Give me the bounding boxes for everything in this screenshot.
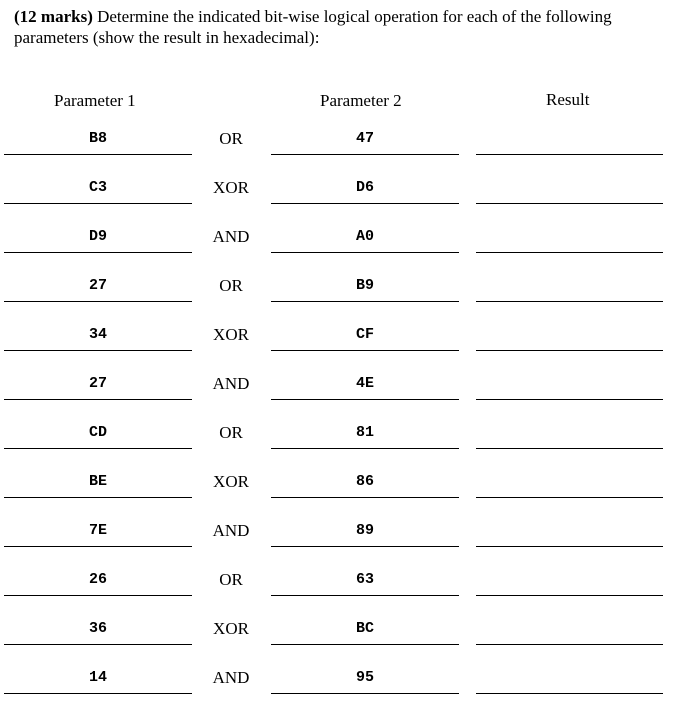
marks-label: (12 marks) [14,7,93,26]
operation-label: XOR [213,472,249,491]
table-row [0,227,700,276]
parameter-1-underline [4,399,192,400]
parameter-1-value: BE [88,473,107,490]
table-row [0,521,700,570]
operation-label: OR [219,423,243,442]
header-result: Result [546,90,590,109]
parameter-2-underline [271,448,459,449]
parameter-1-value: B8 [88,130,107,147]
result-answer-line[interactable] [476,448,663,449]
parameter-1-value: 7E [88,522,107,539]
parameter-2-underline [271,301,459,302]
parameter-2-value: 47 [355,130,374,147]
parameter-2-value: 89 [355,522,374,539]
table-row [0,619,700,668]
table-row [0,276,700,325]
parameter-1-underline [4,546,192,547]
parameter-2-value: 4E [355,375,374,392]
parameter-1-value: 36 [88,620,107,637]
operation-label: AND [212,374,250,393]
parameter-1-value: D9 [88,228,107,245]
parameter-2-value: 63 [355,571,374,588]
parameter-2-underline [271,497,459,498]
table-row [0,472,700,521]
table-row [0,570,700,619]
parameter-1-underline [4,154,192,155]
parameter-1-value: CD [88,424,107,441]
question-text [14,6,686,48]
question-body: Determine the indicated bit-wise logical operation for each of the following parameters (show the result in hexadecimal): [14,7,612,47]
parameter-1-underline [4,203,192,204]
operation-label: OR [219,276,243,295]
parameter-2-underline [271,546,459,547]
parameter-2-underline [271,154,459,155]
header-parameter-1: Parameter 1 [54,91,136,110]
parameter-1-underline [4,448,192,449]
parameter-1-value: 14 [88,669,107,686]
result-answer-line[interactable] [476,693,663,694]
table-row [0,178,700,227]
parameter-1-underline [4,595,192,596]
result-answer-line[interactable] [476,595,663,596]
result-answer-line[interactable] [476,497,663,498]
operation-label: AND [212,668,250,687]
operation-label: OR [219,570,243,589]
result-answer-line[interactable] [476,546,663,547]
parameter-1-underline [4,693,192,694]
parameter-2-value: A0 [355,228,374,245]
parameter-1-value: 27 [88,375,107,392]
result-answer-line[interactable] [476,203,663,204]
parameter-2-value: 86 [355,473,374,490]
parameter-2-value: 95 [355,669,374,686]
parameter-1-underline [4,497,192,498]
parameter-1-underline [4,644,192,645]
operation-label: XOR [213,619,249,638]
operation-label: OR [219,129,243,148]
parameter-2-value: CF [355,326,374,343]
parameter-2-underline [271,399,459,400]
parameter-2-value: BC [355,620,374,637]
parameter-1-underline [4,252,192,253]
table-row [0,668,700,717]
table-row [0,423,700,472]
operation-label: AND [212,227,250,246]
parameter-2-underline [271,252,459,253]
parameter-1-value: 27 [88,277,107,294]
parameter-1-value: 34 [88,326,107,343]
result-answer-line[interactable] [476,644,663,645]
parameter-2-value: B9 [355,277,374,294]
header-parameter-2: Parameter 2 [320,91,402,110]
parameter-1-value: 26 [88,571,107,588]
result-answer-line[interactable] [476,154,663,155]
result-answer-line[interactable] [476,301,663,302]
table-row [0,129,700,178]
parameter-1-underline [4,301,192,302]
table-row [0,325,700,374]
operation-label: XOR [213,325,249,344]
parameter-2-underline [271,693,459,694]
parameter-2-value: D6 [355,179,374,196]
result-answer-line[interactable] [476,350,663,351]
parameter-2-underline [271,595,459,596]
parameter-2-underline [271,644,459,645]
result-answer-line[interactable] [476,399,663,400]
table-row [0,374,700,423]
operation-label: XOR [213,178,249,197]
parameter-2-underline [271,203,459,204]
parameter-2-underline [271,350,459,351]
operation-label: AND [212,521,250,540]
result-answer-line[interactable] [476,252,663,253]
parameter-1-value: C3 [88,179,107,196]
parameter-2-value: 81 [355,424,374,441]
parameter-1-underline [4,350,192,351]
